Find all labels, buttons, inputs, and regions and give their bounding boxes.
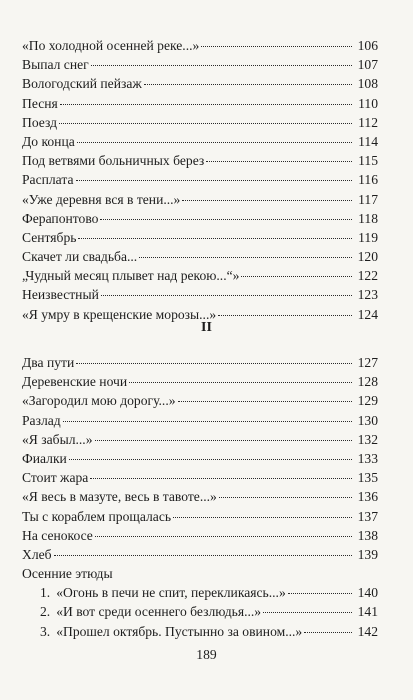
entry-title: Под ветвями больничных берез	[22, 153, 205, 169]
toc-entry	[22, 545, 378, 564]
entry-page-number: 127	[357, 355, 378, 370]
toc-entry	[22, 430, 378, 449]
dot-leader	[91, 64, 352, 66]
toc-subentry	[22, 583, 378, 602]
entry-page-number: 128	[357, 374, 378, 390]
entry-title: «Я весь в мазуте, весь в тавоте...»	[22, 489, 217, 505]
entry-title: Осенние этюды	[22, 566, 113, 582]
dot-leader	[182, 199, 352, 201]
entry-title: Фиалки	[22, 450, 67, 466]
toc-entry	[22, 151, 378, 170]
toc-entry	[22, 36, 378, 55]
toc-entry	[22, 372, 378, 391]
dot-leader	[54, 554, 352, 556]
entry-title: Выпал снег	[22, 57, 89, 73]
toc-entry	[22, 449, 378, 468]
entry-page-number: 138	[357, 527, 378, 543]
entry-page-number: 119	[358, 229, 378, 245]
entry-page-number: 141	[357, 604, 378, 620]
toc-entry	[22, 468, 378, 487]
dot-leader	[78, 237, 352, 239]
dot-leader	[76, 179, 352, 181]
dot-leader	[95, 439, 353, 441]
toc-subentry	[22, 602, 378, 621]
entry-title: Стоит жара	[22, 470, 89, 486]
toc-entry	[22, 411, 378, 430]
entry-page-number: 124	[357, 306, 378, 322]
entry-title: Песня	[22, 95, 58, 111]
toc-entry	[22, 285, 378, 304]
dot-leader	[241, 275, 352, 277]
toc-entry	[22, 353, 378, 372]
toc-entry-heading	[22, 564, 378, 583]
entry-page-number: 122	[357, 268, 378, 284]
dot-leader	[201, 45, 352, 47]
dot-leader	[263, 611, 352, 613]
entry-page-number: 112	[358, 114, 378, 130]
dot-leader	[101, 294, 352, 296]
dot-leader	[69, 458, 352, 460]
entry-page-number: 136	[357, 489, 378, 505]
page-number: 189	[196, 647, 217, 662]
entry-page-number: 117	[358, 191, 378, 207]
entry-number: 3.	[40, 623, 51, 639]
entry-page-number: 114	[358, 133, 378, 149]
dot-leader	[288, 592, 352, 594]
entry-page-number: 116	[358, 172, 378, 188]
entry-title: «Огонь в печи не спит, перекликаясь...»	[56, 585, 286, 601]
toc-entry	[22, 507, 378, 526]
toc-entry	[22, 266, 378, 285]
toc-entry	[22, 391, 378, 410]
toc-entry	[22, 487, 378, 506]
entry-title: «Я умру в крещенские морозы...»	[22, 306, 217, 322]
entry-title: «По холодной осенней реке...»	[22, 38, 200, 53]
entry-page-number: 137	[357, 508, 378, 524]
entry-page-number: 135	[357, 470, 378, 486]
entry-page-number: 120	[357, 249, 378, 265]
toc-entry	[22, 228, 378, 247]
dot-leader	[95, 535, 352, 537]
toc-entry	[22, 190, 378, 209]
entry-title: Ты с кораблем прощалась	[22, 508, 172, 524]
toc-entry	[22, 74, 378, 93]
entry-page-number: 106	[357, 38, 378, 53]
entry-page-number: 107	[357, 57, 378, 73]
entry-title: Расплата	[22, 172, 74, 188]
entry-page-number: 139	[357, 546, 378, 562]
entry-page-number: 118	[358, 210, 378, 226]
dot-leader	[178, 400, 352, 402]
entry-page-number: 115	[358, 153, 378, 169]
entry-title: Поезд	[22, 114, 58, 130]
entry-page-number: 130	[357, 412, 378, 428]
entry-title: Хлеб	[22, 546, 52, 562]
entry-page-number: 132	[357, 431, 378, 447]
dot-leader	[304, 631, 352, 633]
entry-title: Сентябрь	[22, 229, 77, 245]
dot-leader	[100, 218, 352, 220]
table-of-contents-part-1	[22, 36, 378, 324]
entry-title: Неизвестный	[22, 287, 99, 303]
entry-title: Скачет ли свадьба...	[22, 249, 138, 265]
dot-leader	[90, 477, 352, 479]
toc-entry	[22, 170, 378, 189]
entry-page-number: 129	[357, 393, 378, 409]
toc-subentry	[22, 622, 378, 641]
dot-leader	[144, 83, 352, 85]
toc-entry	[22, 94, 378, 113]
toc-entry	[22, 55, 378, 74]
dot-leader	[218, 314, 352, 316]
entry-title: До конца	[22, 133, 75, 149]
dot-leader	[60, 103, 352, 105]
toc-entry	[22, 247, 378, 266]
entry-title: «Уже деревня вся в тени...»	[22, 191, 181, 207]
dot-leader	[59, 122, 352, 124]
entry-page-number: 140	[357, 585, 378, 601]
entry-title: Ферапонтово	[22, 210, 99, 226]
entry-number: 1.	[40, 585, 51, 601]
entry-title: «И вот среди осеннего безлюдья...»	[56, 604, 262, 620]
entry-title: «Прошел октябрь. Пустынно за овином...»	[56, 623, 303, 639]
entry-title: «Я забыл...»	[22, 431, 93, 447]
entry-page-number: 133	[357, 450, 378, 466]
toc-entry	[22, 132, 378, 151]
dot-leader	[63, 420, 352, 422]
dot-leader	[139, 256, 352, 258]
entry-title: Деревенские ночи	[22, 374, 128, 390]
toc-entry	[22, 209, 378, 228]
dot-leader	[206, 160, 352, 162]
table-of-contents-part-2	[22, 353, 378, 641]
dot-leader	[76, 362, 352, 364]
dot-leader	[173, 516, 352, 518]
entry-title: Разлад	[22, 412, 61, 428]
section-heading: II	[201, 320, 212, 335]
entry-title: На сенокосе	[22, 527, 93, 543]
entry-title: Вологодский пейзаж	[22, 76, 142, 92]
dot-leader	[129, 381, 352, 383]
entry-page-number: 108	[357, 76, 378, 92]
entry-number: 2.	[40, 604, 51, 620]
entry-title: «Загородил мою дорогу...»	[22, 393, 176, 409]
toc-entry	[22, 113, 378, 132]
entry-page-number: 110	[358, 95, 378, 111]
entry-page-number: 123	[357, 287, 378, 303]
entry-title: „Чудный месяц плывет над рекою...“»	[22, 268, 240, 284]
entry-page-number: 142	[357, 623, 378, 639]
entry-title: Два пути	[22, 355, 75, 370]
dot-leader	[77, 141, 352, 143]
dot-leader	[219, 496, 352, 498]
toc-entry	[22, 526, 378, 545]
